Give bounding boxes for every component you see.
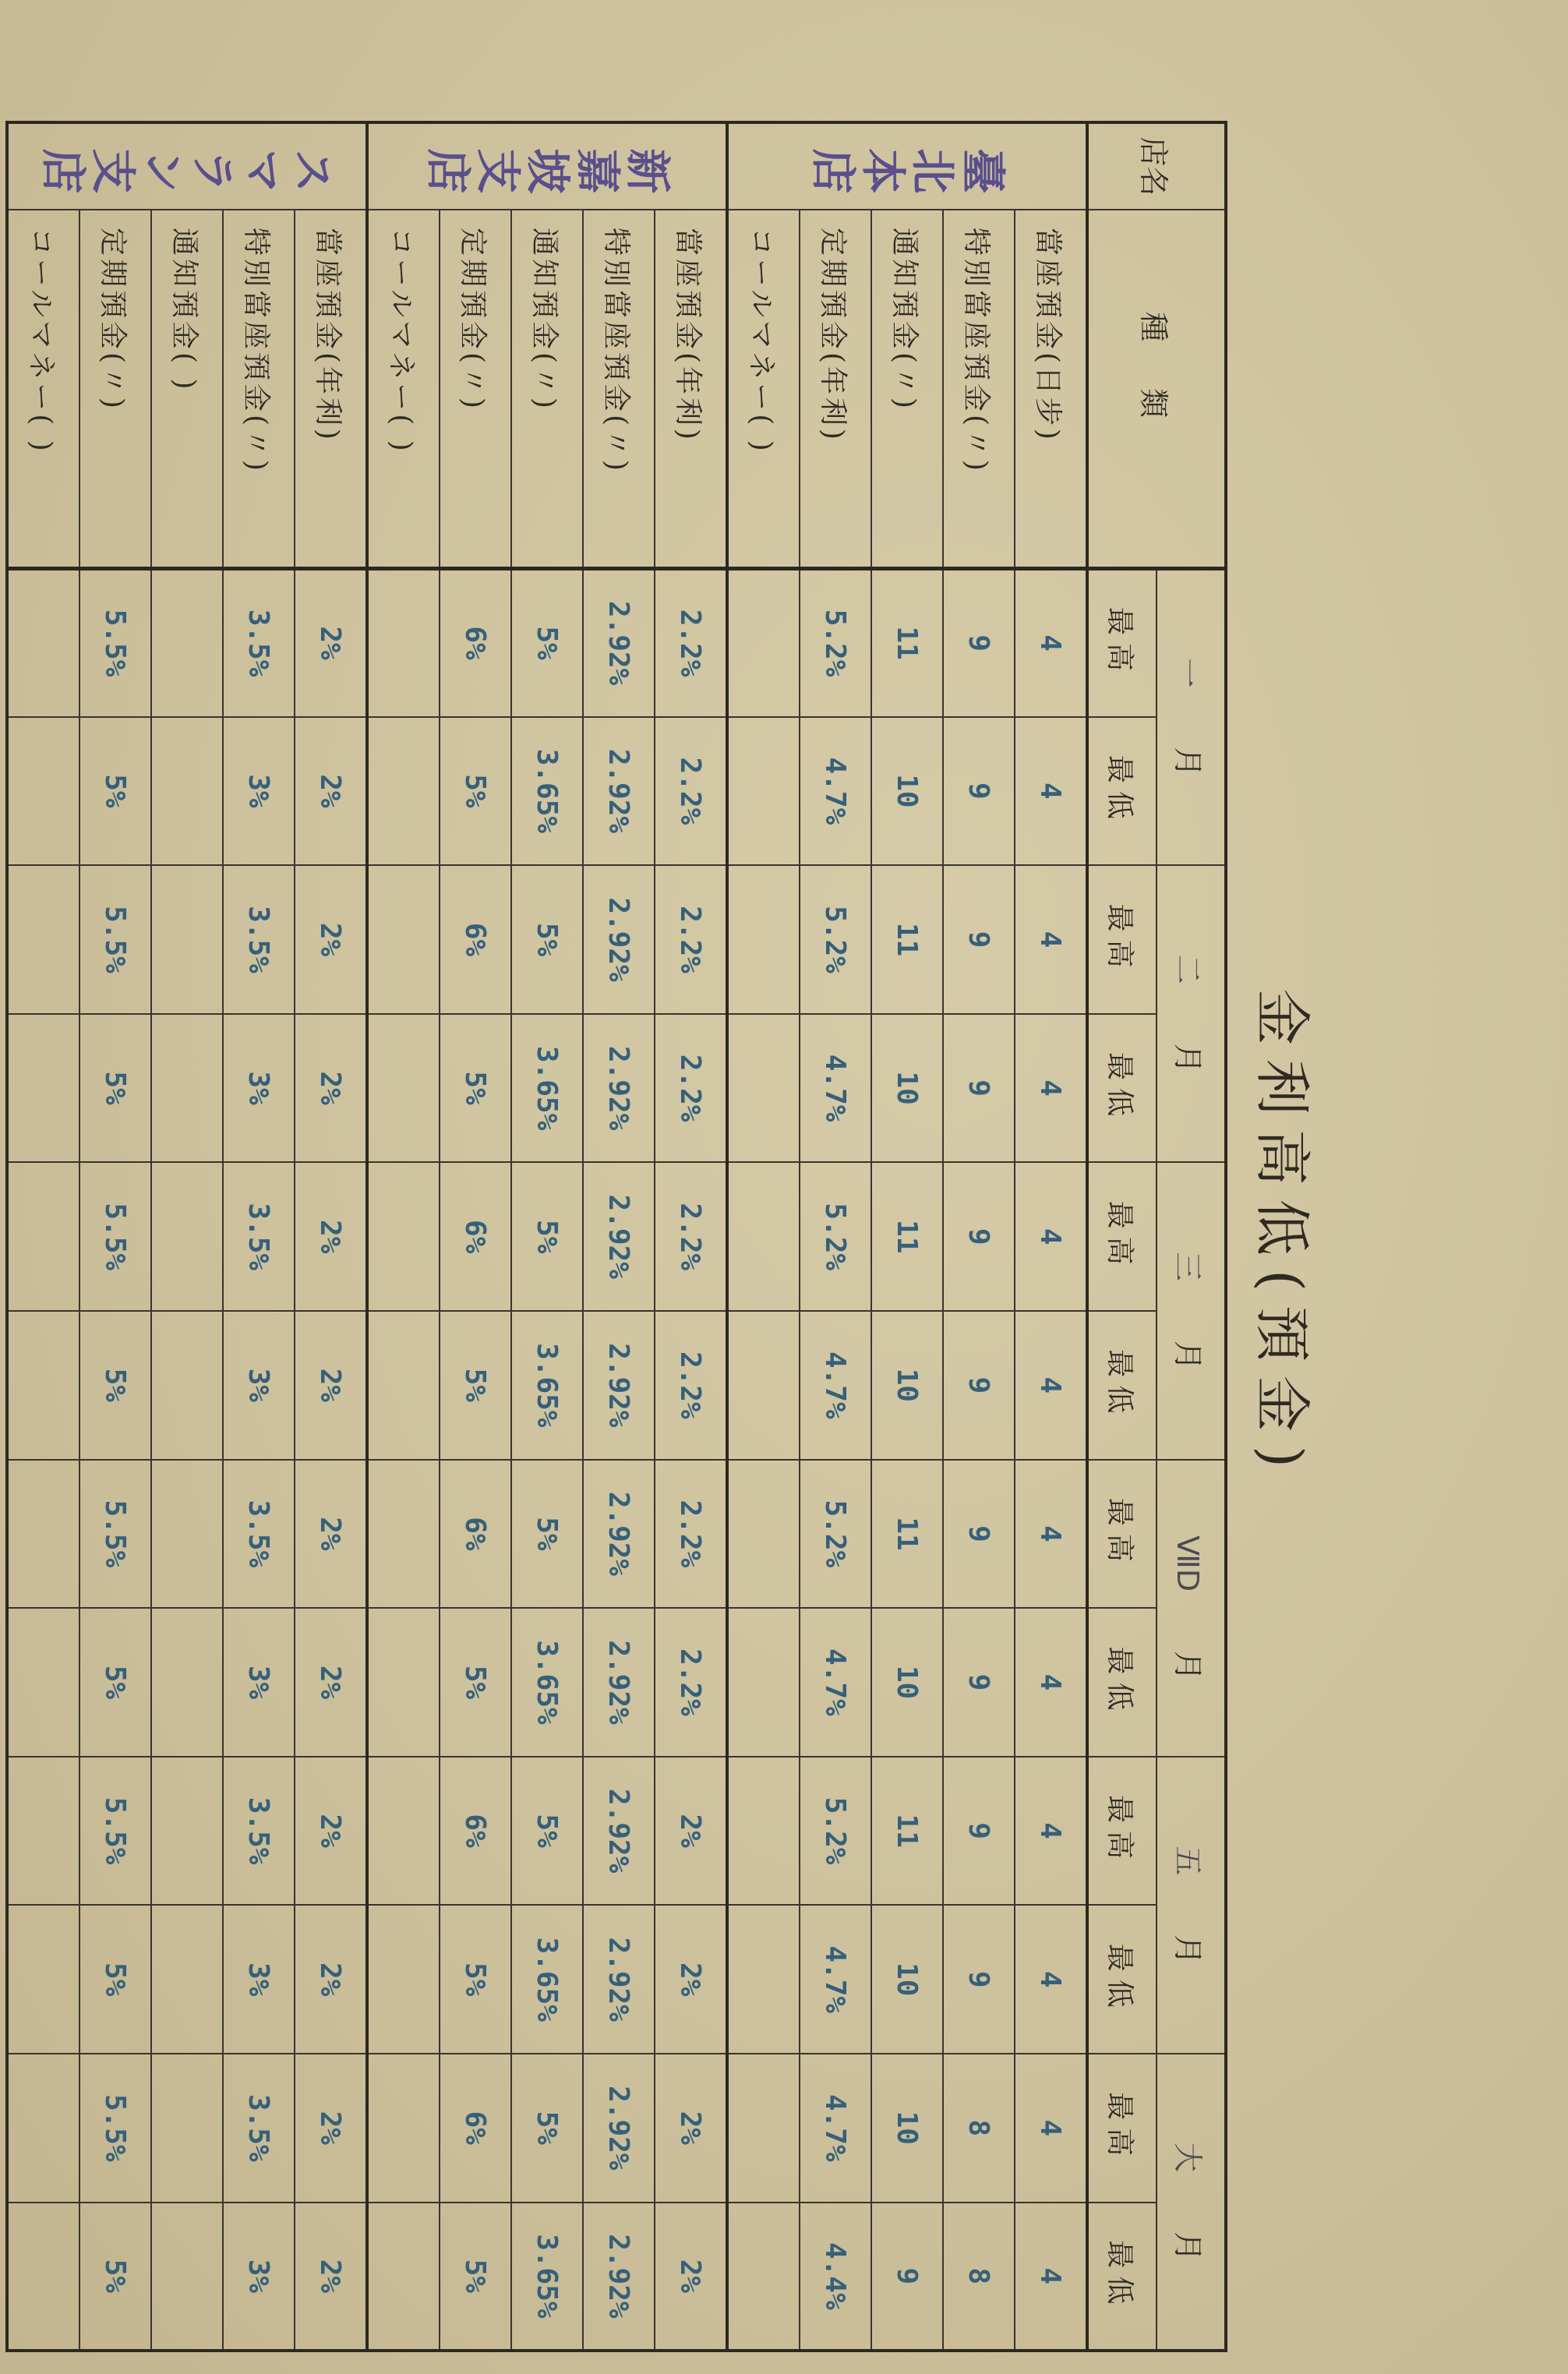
rate-cell: 10 (871, 1014, 943, 1163)
rate-cell: 3.5% (223, 1460, 295, 1609)
month-1-header (1157, 568, 1226, 865)
low-header: 最低 (1087, 717, 1157, 866)
table-row (223, 122, 295, 2351)
rate-cell: 8 (943, 2054, 1015, 2203)
rate-cell: 2.2% (655, 1311, 727, 1460)
rate-cell (727, 2203, 800, 2351)
rate-cell: 4.7% (800, 1014, 871, 1163)
rate-cell: 4 (1015, 2054, 1087, 2203)
rate-cell: 5.5% (79, 2054, 151, 2203)
rate-cell: 5.5% (79, 1460, 151, 1609)
rate-cell: 4 (1015, 1757, 1087, 1906)
deposit-type: 通知預金(〃) (871, 210, 943, 568)
rate-cell: 4 (1015, 2203, 1087, 2351)
rate-cell: 3.5% (223, 2054, 295, 2203)
rate-cell: 4.7% (800, 1608, 871, 1757)
rate-cell: 3.65% (511, 1905, 583, 2054)
rate-cell: 3% (223, 717, 295, 866)
rate-cell (367, 717, 440, 866)
rate-cell: 3% (223, 1014, 295, 1163)
deposit-type: コールマネー( ) (727, 210, 800, 568)
deposit-type: コールマネー( ) (367, 210, 440, 568)
high-header: 最高 (1087, 2054, 1157, 2203)
deposit-type: コールマネー( ) (7, 210, 79, 568)
rate-cell: 2% (295, 1311, 367, 1460)
rate-cell: 2.92% (583, 865, 655, 1014)
rate-cell: 11 (871, 568, 943, 717)
rate-cell (727, 2054, 800, 2203)
rate-cell: 5% (511, 865, 583, 1014)
rate-cell (367, 1757, 440, 1906)
rate-cell: 11 (871, 1757, 943, 1906)
rate-cell: 10 (871, 1311, 943, 1460)
rate-cell: 4.7% (800, 1905, 871, 2054)
rate-cell: 2.2% (655, 717, 727, 866)
rate-cell (7, 1608, 79, 1757)
rate-cell: 2.2% (655, 1460, 727, 1609)
rate-cell: 2.2% (655, 865, 727, 1014)
store-header: 店名 (1087, 122, 1226, 210)
rate-cell: 5.5% (79, 1162, 151, 1311)
type-header: 種類 (1087, 210, 1226, 568)
rate-cell (7, 865, 79, 1014)
month-3-label: 三 (1171, 1251, 1206, 1281)
table-row (511, 122, 583, 2351)
rate-cell: 6% (440, 2054, 511, 2203)
rate-cell: 5.5% (79, 865, 151, 1014)
rate-cell (151, 1608, 223, 1757)
rate-cell: 2% (295, 1757, 367, 1906)
rate-cell: 2.92% (583, 1014, 655, 1163)
month-5-label: 五 (1171, 1846, 1206, 1876)
rate-cell: 3.65% (511, 1608, 583, 1757)
rate-cell: 4 (1015, 1608, 1087, 1757)
rate-cell: 10 (871, 1905, 943, 2054)
rate-cell: 5% (440, 1608, 511, 1757)
rate-cell (727, 1757, 800, 1906)
rate-cell: 2.92% (583, 717, 655, 866)
rate-cell: 5% (79, 1905, 151, 2054)
table-row (727, 122, 800, 2351)
rate-cell: 2.2% (655, 1162, 727, 1311)
table-row (943, 122, 1015, 2351)
table-row (583, 122, 655, 2351)
rate-cell (367, 1014, 440, 1163)
rate-cell: 9 (943, 865, 1015, 1014)
rate-cell: 11 (871, 1460, 943, 1609)
rate-cell: 3% (223, 1905, 295, 2054)
month-5-header (1157, 1757, 1226, 2054)
rate-cell: 5.5% (79, 1757, 151, 1906)
rate-cell: 3.5% (223, 1162, 295, 1311)
rate-cell: 9 (943, 1162, 1015, 1311)
rate-cell (367, 865, 440, 1014)
rate-cell: 9 (943, 1311, 1015, 1460)
table-row (367, 122, 440, 2351)
rate-cell (151, 2054, 223, 2203)
month-suffix: 月 (1171, 1043, 1206, 1073)
table-row (7, 122, 79, 2351)
rate-cell: 3.65% (511, 717, 583, 866)
rate-cell: 5.2% (800, 1460, 871, 1609)
rate-cell: 6% (440, 1757, 511, 1906)
rate-cell: 4 (1015, 1905, 1087, 2054)
rate-cell: 2% (295, 568, 367, 717)
rate-cell: 5% (79, 2203, 151, 2351)
rate-cell: 2% (655, 2203, 727, 2351)
rate-cell (7, 1162, 79, 1311)
rate-cell: 5% (440, 1014, 511, 1163)
table-row (655, 122, 727, 2351)
rate-cell: 2% (295, 1014, 367, 1163)
low-header: 最低 (1087, 1014, 1157, 1163)
rate-cell: 4 (1015, 568, 1087, 717)
rate-cell: 2% (295, 1460, 367, 1609)
rate-cell: 5.2% (800, 1162, 871, 1311)
rotated-form (25, 121, 1329, 2350)
rate-cell (151, 2203, 223, 2351)
rate-cell (727, 1608, 800, 1757)
rate-cell: 5% (511, 1757, 583, 1906)
rate-cell (151, 568, 223, 717)
table-row (151, 122, 223, 2351)
rate-cell (367, 2203, 440, 2351)
rate-cell: 4.4% (800, 2203, 871, 2351)
rate-cell: 2.92% (583, 1460, 655, 1609)
rate-cell: 5% (79, 1608, 151, 1757)
rate-cell (367, 1311, 440, 1460)
rate-cell (367, 568, 440, 717)
month-suffix: 月 (1171, 1651, 1206, 1681)
rate-cell: 5.2% (800, 1757, 871, 1906)
deposit-type: 定期預金(〃) (79, 210, 151, 568)
rate-cell: 2% (655, 1905, 727, 2054)
rate-cell: 5.5% (79, 568, 151, 717)
store-name: 臺北本店 (727, 122, 1087, 210)
rate-cell (727, 1905, 800, 2054)
rate-cell: 2.92% (583, 1905, 655, 2054)
rate-cell: 10 (871, 2054, 943, 2203)
rate-cell: 9 (943, 1608, 1015, 1757)
rate-cell: 2% (295, 1905, 367, 2054)
table-row (871, 122, 943, 2351)
rate-cell (151, 1757, 223, 1906)
deposit-type: 特別當座預金(〃) (583, 210, 655, 568)
high-header: 最高 (1087, 1757, 1157, 1906)
rate-cell: 3.5% (223, 865, 295, 1014)
rate-cell (367, 1162, 440, 1311)
rate-cell (727, 1311, 800, 1460)
month-suffix: 月 (1171, 1341, 1206, 1371)
rate-cell: 5% (511, 2054, 583, 2203)
rate-cell (151, 1905, 223, 2054)
table-body (7, 122, 1087, 2351)
rate-cell (7, 717, 79, 866)
rate-cell: 4 (1015, 865, 1087, 1014)
month-suffix: 月 (1171, 2231, 1206, 2262)
rate-cell: 6% (440, 568, 511, 717)
rate-cell: 2.2% (655, 1014, 727, 1163)
rate-cell: 2.92% (583, 2054, 655, 2203)
rate-cell: 5% (79, 1311, 151, 1460)
month-4-header (1157, 1460, 1226, 1757)
rate-cell: 6% (440, 865, 511, 1014)
rate-cell: 2% (295, 717, 367, 866)
rate-cell (151, 1311, 223, 1460)
rate-cell: 8 (943, 2203, 1015, 2351)
table-row (295, 122, 367, 2351)
table-row (1015, 122, 1087, 2351)
rate-cell: 3% (223, 2203, 295, 2351)
rate-cell: 4 (1015, 1460, 1087, 1609)
month-suffix: 月 (1171, 1934, 1206, 1965)
rate-cell: 9 (943, 1757, 1015, 1906)
high-header: 最高 (1087, 1460, 1157, 1609)
rate-cell (151, 1162, 223, 1311)
rate-cell: 3.65% (511, 1311, 583, 1460)
rate-cell: 4.7% (800, 1311, 871, 1460)
rate-cell: 2% (295, 865, 367, 1014)
rate-cell: 3% (223, 1608, 295, 1757)
rate-cell: 5% (440, 717, 511, 866)
rate-cell: 3.5% (223, 568, 295, 717)
rate-cell (367, 2054, 440, 2203)
rate-cell: 5% (440, 2203, 511, 2351)
rate-cell: 5% (511, 1460, 583, 1609)
rate-cell: 9 (871, 2203, 943, 2351)
rate-cell (7, 568, 79, 717)
deposit-type: 當座預金(年利) (655, 210, 727, 568)
rate-cell (7, 1905, 79, 2054)
deposit-type: 通知預金(〃) (511, 210, 583, 568)
table-row (440, 122, 511, 2351)
rate-cell: 2.92% (583, 1608, 655, 1757)
rate-cell (7, 1311, 79, 1460)
high-header: 最高 (1087, 568, 1157, 717)
page-title: 金利高低(預金) (1249, 988, 1315, 1482)
rate-cell (367, 1608, 440, 1757)
rate-cell (7, 1757, 79, 1906)
rate-cell: 2% (295, 1162, 367, 1311)
rate-cell: 9 (943, 568, 1015, 717)
rate-cell: 11 (871, 865, 943, 1014)
deposit-type: 當座預金(日步) (1015, 210, 1087, 568)
high-header: 最高 (1087, 1162, 1157, 1311)
rate-cell: 2.92% (583, 1757, 655, 1906)
rate-cell: 5.2% (800, 568, 871, 717)
rate-cell: 2.92% (583, 568, 655, 717)
rate-cell (7, 1460, 79, 1609)
rate-cell: 5% (511, 1162, 583, 1311)
rate-cell: 6% (440, 1162, 511, 1311)
rate-cell: 5% (440, 1905, 511, 2054)
rate-cell (151, 717, 223, 866)
deposit-type: 當座預金(年利) (295, 210, 367, 568)
month-6-header (1157, 2054, 1226, 2351)
header-row-months (1157, 122, 1226, 2351)
rate-cell: 2.2% (655, 1608, 727, 1757)
interest-rate-table (5, 121, 1227, 2352)
rate-cell: 9 (943, 717, 1015, 866)
rate-cell (151, 1460, 223, 1609)
rate-cell (727, 1014, 800, 1163)
rate-cell: 9 (943, 1014, 1015, 1163)
month-2-label: 二 (1171, 954, 1206, 984)
month-1-label: 一 (1171, 658, 1206, 688)
store-name: 新嘉坡支店 (367, 122, 727, 210)
low-header: 最低 (1087, 2203, 1157, 2351)
deposit-type: 定期預金(年利) (800, 210, 871, 568)
rate-cell: 5% (79, 717, 151, 866)
rate-cell: 3% (223, 1311, 295, 1460)
rate-cell: 2% (655, 1757, 727, 1906)
rate-cell (151, 865, 223, 1014)
rate-cell (727, 1460, 800, 1609)
low-header: 最低 (1087, 1608, 1157, 1757)
deposit-type: 特別當座預金(〃) (223, 210, 295, 568)
rate-cell: 2.92% (583, 1311, 655, 1460)
store-name: スマラン支店 (7, 122, 367, 210)
rate-cell (367, 1905, 440, 2054)
rate-cell: 3.65% (511, 1014, 583, 1163)
table-row (79, 122, 151, 2351)
rate-cell: 4 (1015, 1311, 1087, 1460)
deposit-type: 定期預金(〃) (440, 210, 511, 568)
rate-cell: 3.5% (223, 1757, 295, 1906)
rate-cell: 2% (655, 2054, 727, 2203)
deposit-type: 特別當座預金(〃) (943, 210, 1015, 568)
rate-cell: 3.65% (511, 2203, 583, 2351)
rate-cell (151, 1014, 223, 1163)
rate-cell: 4.7% (800, 2054, 871, 2203)
rate-cell (7, 1014, 79, 1163)
rate-cell: 4 (1015, 1162, 1087, 1311)
rate-cell: 5% (440, 1311, 511, 1460)
rate-cell: 4 (1015, 717, 1087, 866)
rate-cell: 2% (295, 2203, 367, 2351)
month-3-header (1157, 1162, 1226, 1459)
rate-cell: 6% (440, 1460, 511, 1609)
rate-cell: 5.2% (800, 865, 871, 1014)
month-2-header (1157, 865, 1226, 1162)
rate-cell: 10 (871, 1608, 943, 1757)
rate-cell: 2% (295, 1608, 367, 1757)
rate-cell: 2.92% (583, 1162, 655, 1311)
rate-cell (367, 1460, 440, 1609)
month-4-label: ⅦD (1171, 1535, 1206, 1592)
month-suffix: 月 (1171, 747, 1206, 777)
rate-cell: 11 (871, 1162, 943, 1311)
rate-cell: 2.2% (655, 568, 727, 717)
rate-cell (727, 1162, 800, 1311)
rate-cell: 4 (1015, 1014, 1087, 1163)
rate-cell (727, 865, 800, 1014)
rate-cell: 4.7% (800, 717, 871, 866)
rate-cell: 5% (511, 568, 583, 717)
high-header: 最高 (1087, 865, 1157, 1014)
rate-cell: 2% (295, 2054, 367, 2203)
rate-cell (7, 2054, 79, 2203)
rate-cell: 2.92% (583, 2203, 655, 2351)
month-6-label: 大 (1171, 2143, 1206, 2173)
rate-cell: 10 (871, 717, 943, 866)
rate-cell (7, 2203, 79, 2351)
deposit-type: 通知預金( ) (151, 210, 223, 568)
rate-cell (727, 568, 800, 717)
table-row (800, 122, 871, 2351)
rate-cell: 5% (79, 1014, 151, 1163)
rate-cell: 9 (943, 1905, 1015, 2054)
low-header: 最低 (1087, 1311, 1157, 1460)
low-header: 最低 (1087, 1905, 1157, 2054)
rate-cell: 9 (943, 1460, 1015, 1609)
rate-cell (727, 717, 800, 866)
